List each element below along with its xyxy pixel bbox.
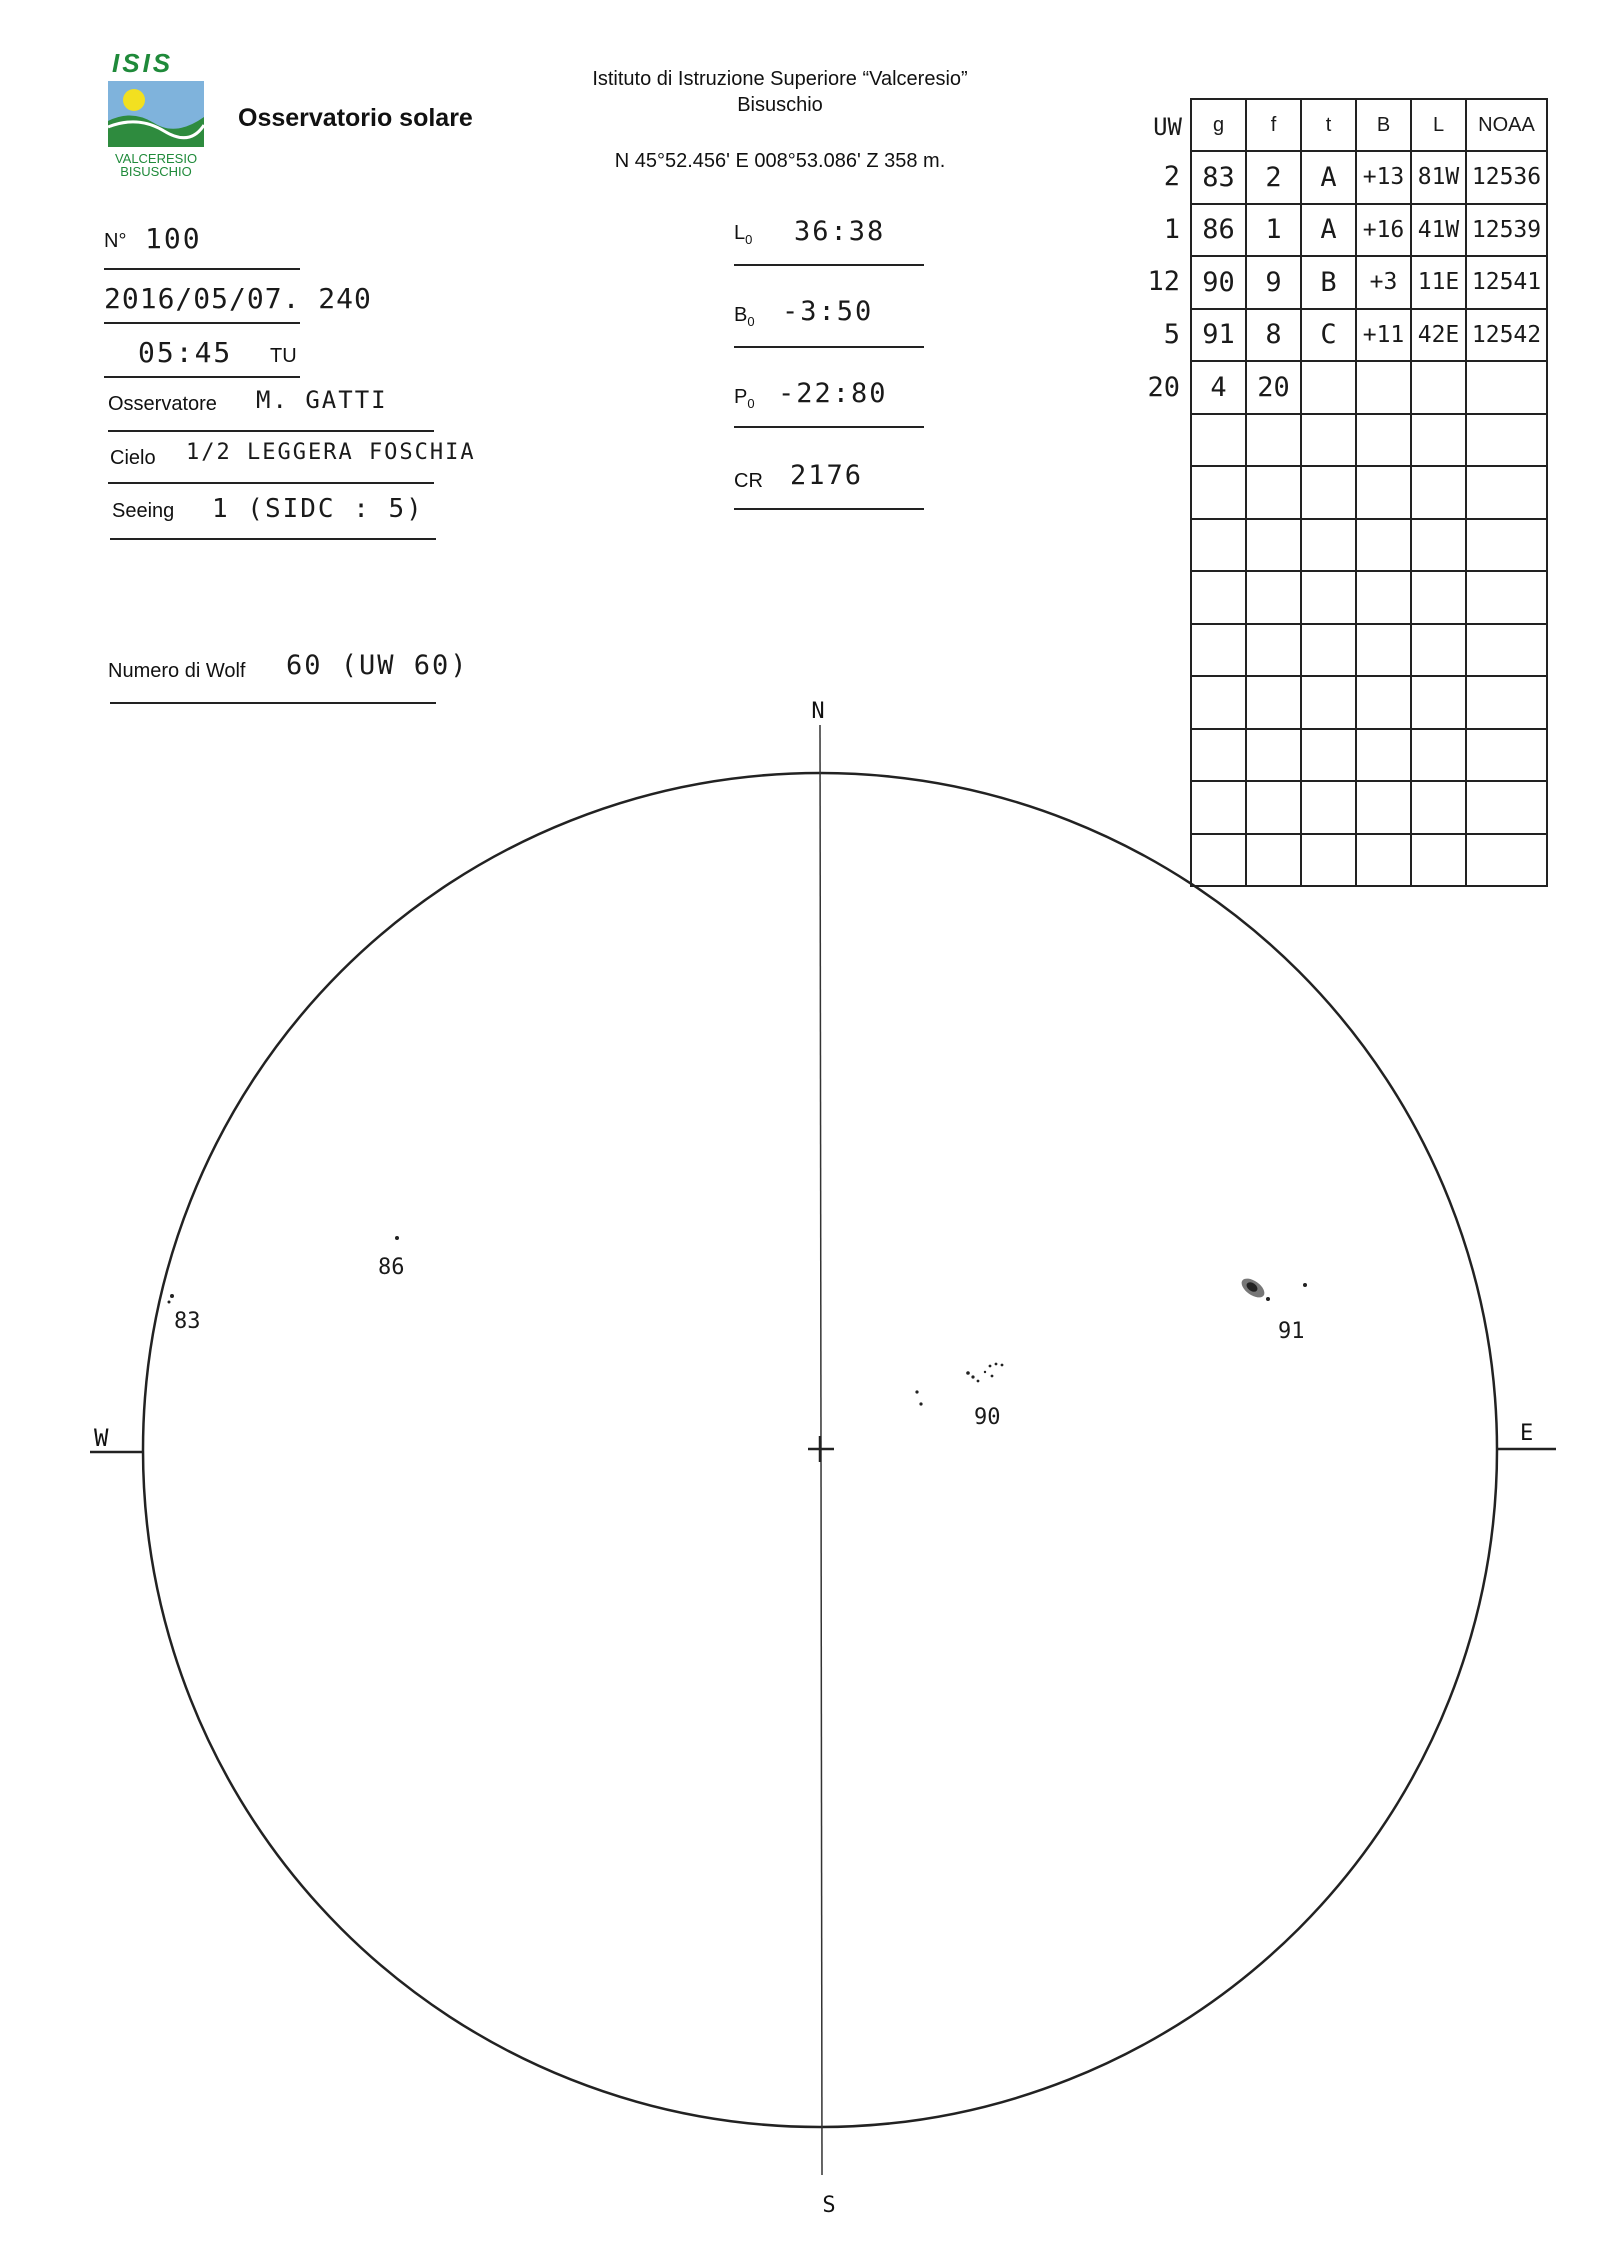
header-uw: UW xyxy=(1153,113,1182,141)
group-label-83: 83 xyxy=(174,1309,201,1334)
page-title: Osservatorio solare xyxy=(238,104,473,132)
cell-l: 81W xyxy=(1411,151,1466,204)
cell-uw: 1 xyxy=(1163,213,1180,245)
cell-uw: 5 xyxy=(1163,318,1180,350)
total-f: 20 xyxy=(1246,361,1301,414)
east-label: E xyxy=(1520,1421,1534,1446)
cell-b: +13 xyxy=(1356,151,1411,204)
sky-label: Cielo xyxy=(110,447,156,469)
station-coordinates: N 45°52.456' E 008°53.086' Z 358 m. xyxy=(614,150,946,172)
cell-f: 1 xyxy=(1246,204,1301,257)
sky-condition: 1/2 LEGGERA FOSCHIA xyxy=(186,440,476,465)
logo-name-line2: BISUSCHIO xyxy=(120,164,192,179)
cr-label: CR xyxy=(734,470,763,492)
logo-abbr: ISIS xyxy=(112,48,174,78)
seeing-label: Seeing xyxy=(112,500,175,522)
header-t: t xyxy=(1301,99,1356,151)
institute-line2: Bisuschio xyxy=(737,94,823,116)
sunspot-group-91 xyxy=(1238,1275,1307,1301)
carrington-rotation: 2176 xyxy=(790,460,864,491)
cell-l: 41W xyxy=(1411,204,1466,257)
cell-g: 91 xyxy=(1191,309,1246,362)
north-label: N xyxy=(811,699,825,724)
observer-label: Osservatore xyxy=(108,393,217,415)
cell-noaa: 12539 xyxy=(1466,204,1547,257)
header-g: g xyxy=(1191,99,1246,151)
cell-b: +11 xyxy=(1356,309,1411,362)
cell-f: 2 xyxy=(1246,151,1301,204)
cell-uw: 2 xyxy=(1163,161,1180,192)
header-l: L xyxy=(1411,99,1466,151)
south-label: S xyxy=(822,2193,836,2218)
wolf-number: 60 (UW 60) xyxy=(286,650,469,681)
p0-label: $P_0$ xyxy=(734,386,755,411)
observation-date: 2016/05/07. 240 xyxy=(104,282,372,315)
cell-noaa: 12536 xyxy=(1466,151,1547,204)
cell-t: A xyxy=(1301,151,1356,204)
cell-f: 9 xyxy=(1246,256,1301,309)
sunspot-group-90 xyxy=(915,1363,1003,1406)
logo-name-line1: VALCERESIO xyxy=(114,151,198,166)
cell-g: 86 xyxy=(1191,204,1246,257)
cell-noaa: 12541 xyxy=(1466,256,1547,309)
cell-b: +16 xyxy=(1356,204,1411,257)
cell-g: 83 xyxy=(1191,151,1246,204)
cell-t: B xyxy=(1301,256,1356,309)
b0-value: -3:50 xyxy=(782,296,874,327)
cell-l: 11E xyxy=(1411,256,1466,309)
header-noaa: NOAA xyxy=(1466,99,1547,151)
total-uw: 20 xyxy=(1190,361,1191,414)
west-label: W xyxy=(94,1424,109,1452)
header-b: B xyxy=(1356,99,1411,151)
cell-uw: 12 xyxy=(1147,266,1180,297)
cell-g: 90 xyxy=(1191,256,1246,309)
seeing-value: 1 (SIDC : 5) xyxy=(212,494,424,524)
group-label-91: 91 xyxy=(1278,1319,1305,1344)
p0-value: -22:80 xyxy=(778,378,888,409)
cell-noaa: 12542 xyxy=(1466,309,1547,362)
cell-t: A xyxy=(1301,204,1356,257)
observation-time: 05:45 xyxy=(138,336,233,369)
time-unit: TU xyxy=(270,345,297,367)
total-g: 4 xyxy=(1191,361,1246,414)
wolf-label: Numero di Wolf xyxy=(108,660,246,682)
sheet-number: 100 xyxy=(145,222,202,255)
group-label-90: 90 xyxy=(974,1405,1001,1430)
l0-value: 36:38 xyxy=(794,216,886,247)
number-label: N° xyxy=(104,230,127,252)
institute-line1: Istituto di Istruzione Superiore “Valceresio” xyxy=(592,68,968,90)
cell-b: +3 xyxy=(1356,256,1411,309)
sunspot-group-83 xyxy=(170,1294,174,1298)
b0-label: $B_0$ xyxy=(734,304,755,329)
cell-l: 42E xyxy=(1411,309,1466,362)
header-f: f xyxy=(1246,99,1301,151)
observer-name: M. GATTI xyxy=(256,386,388,414)
cell-t: C xyxy=(1301,309,1356,362)
group-label-86: 86 xyxy=(378,1255,405,1280)
sunspot-group-83 xyxy=(168,1301,171,1304)
sunspot-group-86 xyxy=(395,1236,399,1240)
cell-f: 8 xyxy=(1246,309,1301,362)
l0-label: $L_0$ xyxy=(734,222,753,247)
